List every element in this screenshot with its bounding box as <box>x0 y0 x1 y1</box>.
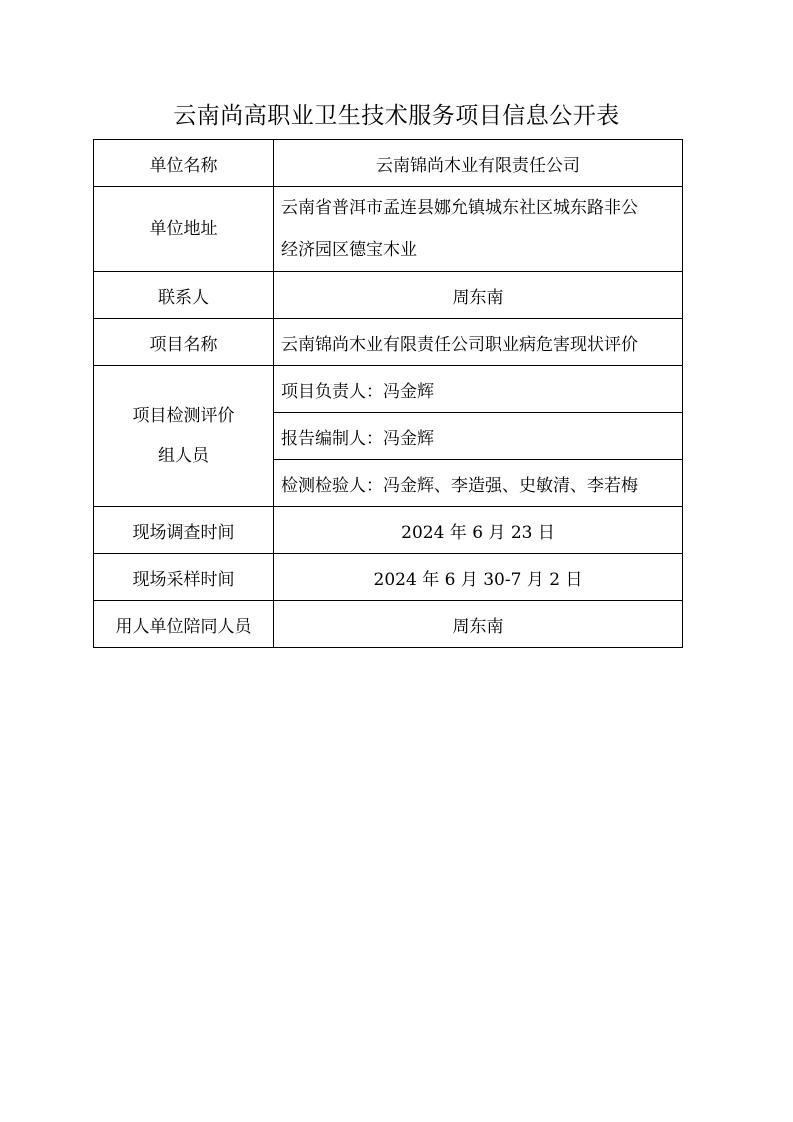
page-title: 云南尚高职业卫生技术服务项目信息公开表 <box>173 103 620 129</box>
project-name-value: 云南锦尚木业有限责任公司职业病危害现状评价 <box>274 319 683 366</box>
contact-label: 联系人 <box>94 272 274 319</box>
unit-address-label: 单位地址 <box>94 187 274 272</box>
table-row-survey-time <box>94 507 683 554</box>
project-lead-value: 项目负责人：冯金辉 <box>274 366 683 413</box>
unit-name-label: 单位名称 <box>94 140 274 187</box>
team-label-line1: 项目检测评价 <box>132 406 235 426</box>
sampling-time-label: 现场采样时间 <box>94 554 274 601</box>
report-author-value: 报告编制人：冯金辉 <box>274 413 683 460</box>
table-row-unit-address <box>94 187 683 272</box>
table-row-contact <box>94 272 683 319</box>
team-label <box>94 366 274 507</box>
unit-address-line2: 经济园区德宝木业 <box>281 240 417 260</box>
info-table <box>93 139 683 648</box>
table-row-project-name <box>94 319 683 366</box>
table-row-unit-name <box>94 140 683 187</box>
survey-time-value: 2024 年 6 月 23 日 <box>274 507 683 554</box>
sampling-time-value: 2024 年 6 月 30-7 月 2 日 <box>274 554 683 601</box>
unit-address-value <box>274 187 683 272</box>
contact-value: 周东南 <box>274 272 683 319</box>
project-name-label: 项目名称 <box>94 319 274 366</box>
table-row-escort <box>94 601 683 648</box>
unit-address-line1: 云南省普洱市孟连县娜允镇城东社区城东路非公 <box>281 198 638 218</box>
inspectors-value: 检测检验人：冯金辉、李造强、史敏清、李若梅 <box>274 460 683 507</box>
survey-time-label: 现场调查时间 <box>94 507 274 554</box>
escort-value: 周东南 <box>274 601 683 648</box>
table-row-project-lead <box>94 366 683 413</box>
team-label-line2: 组人员 <box>158 446 209 466</box>
escort-label: 用人单位陪同人员 <box>94 601 274 648</box>
unit-name-value: 云南锦尚木业有限责任公司 <box>274 140 683 187</box>
table-row-sampling-time <box>94 554 683 601</box>
